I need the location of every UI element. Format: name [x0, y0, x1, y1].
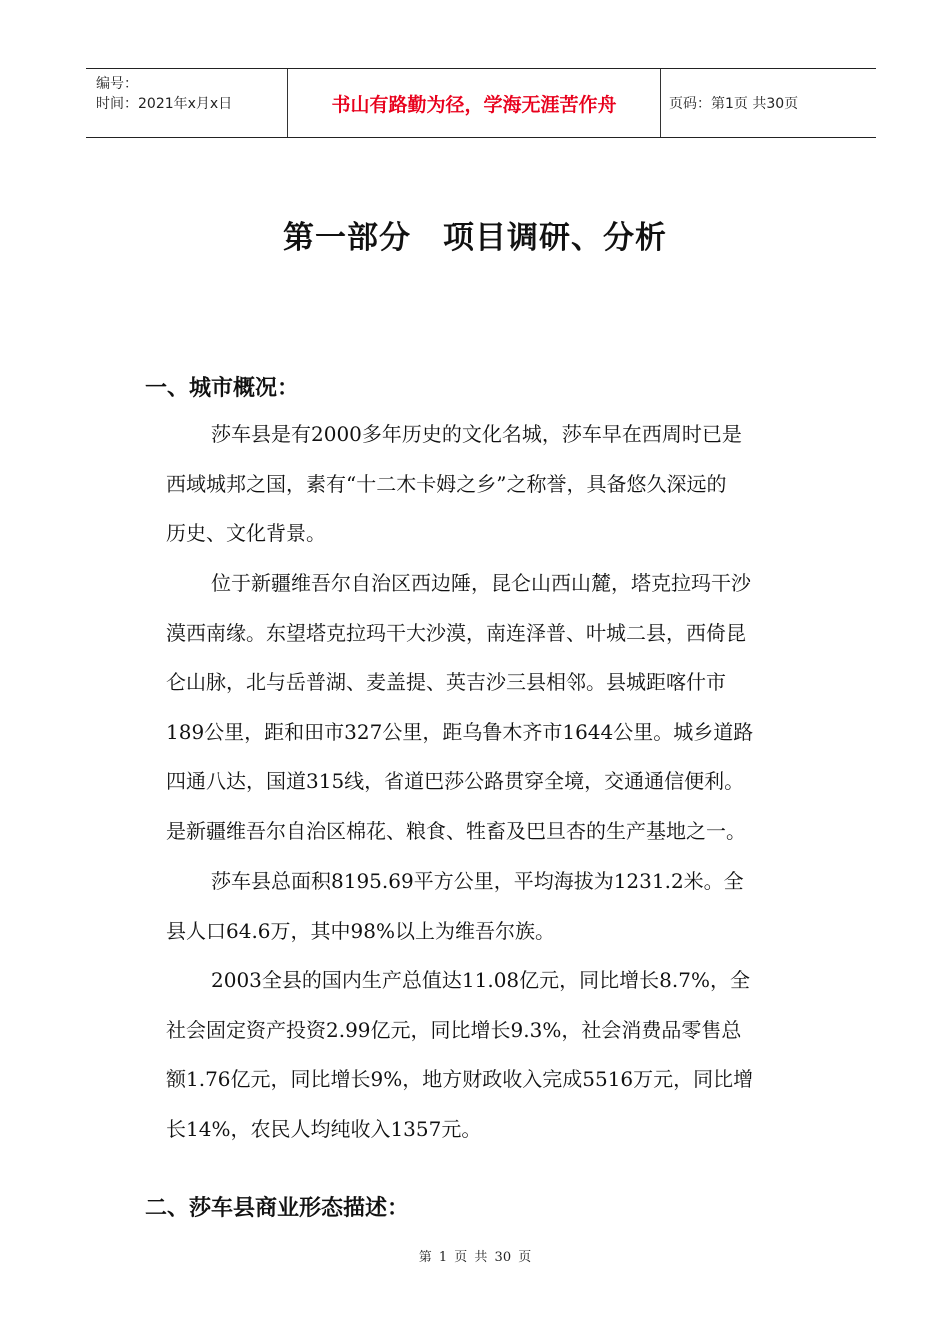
paragraph-line: 西域城邦之国，素有“十二木卡姆之乡”之称誉，具备悠久深远的: [166, 471, 727, 496]
section-heading-commerce: 二、莎车县商业形态描述：: [145, 1196, 410, 1221]
paragraph-line: 社会固定资产投资2.99亿元，同比增长9.3%，社会消费品零售总: [166, 1017, 742, 1042]
paragraph-line: 长14%，农民人均纯收入1357元。: [166, 1116, 482, 1141]
paragraph-history: [166, 410, 816, 559]
paragraph-line: 位于新疆维吾尔自治区西边陲，昆仑山西山麓，塔克拉玛干沙: [211, 571, 751, 595]
paragraph-line: 是新疆维吾尔自治区棉花、粮食、牲畜及巴旦杏的生产基地之一。: [166, 818, 746, 843]
paragraph-line: 漠西南缘。东望塔克拉玛干大沙漠，南连泽普、叶城二县，西倚昆: [166, 620, 746, 645]
paragraph-line: 仑山脉，北与岳普湖、麦盖提、英吉沙三县相邻。县城距喀什市: [166, 670, 726, 694]
section-heading-city-overview: 一、城市概况：: [145, 376, 300, 401]
header-time-label: 时间：2021年x月x日: [96, 96, 233, 112]
paragraph-area-population: [166, 857, 816, 956]
title-part: 第一部分: [283, 220, 411, 256]
header-divider: [660, 69, 661, 137]
header-motto: 书山有路勤为径，学海无涯苦作舟: [331, 93, 617, 116]
paragraph-line: 莎车县是有2000多年历史的文化名城，莎车早在西周时已是: [211, 422, 742, 446]
page-footer: 第 1 页 共 30 页: [418, 1250, 532, 1265]
paragraph-line: 额1.76亿元，同比增长9%，地方财政收入完成5516万元，同比增: [166, 1067, 754, 1091]
page-header: [86, 68, 876, 138]
page-title: [0, 212, 950, 257]
header-meta: [86, 69, 287, 137]
paragraph-economy: [166, 956, 816, 1154]
paragraph-location: [166, 559, 816, 856]
paragraph-line: 莎车县总面积8195.69平方公里，平均海拔为1231.2米。全: [211, 869, 744, 893]
paragraph-line: 189公里，距和田市327公里，距乌鲁木齐市1644公里。城乡道路: [166, 719, 754, 744]
paragraph-line: 历史、文化背景。: [166, 521, 326, 545]
paragraph-line: 四通八达，国道315线，省道巴莎公路贯穿全境，交通通信便利。: [166, 769, 745, 793]
paragraph-line: 2003全县的国内生产总值达11.08亿元，同比增长8.7%，全: [211, 968, 750, 992]
paragraph-line: 县人口64.6万，其中98%以上为维吾尔族。: [166, 918, 555, 943]
header-page-label: 页码：第1页 共30页: [669, 96, 799, 112]
header-number-label: 编号：: [96, 76, 138, 92]
title-subject: 项目调研、分析: [443, 220, 667, 256]
